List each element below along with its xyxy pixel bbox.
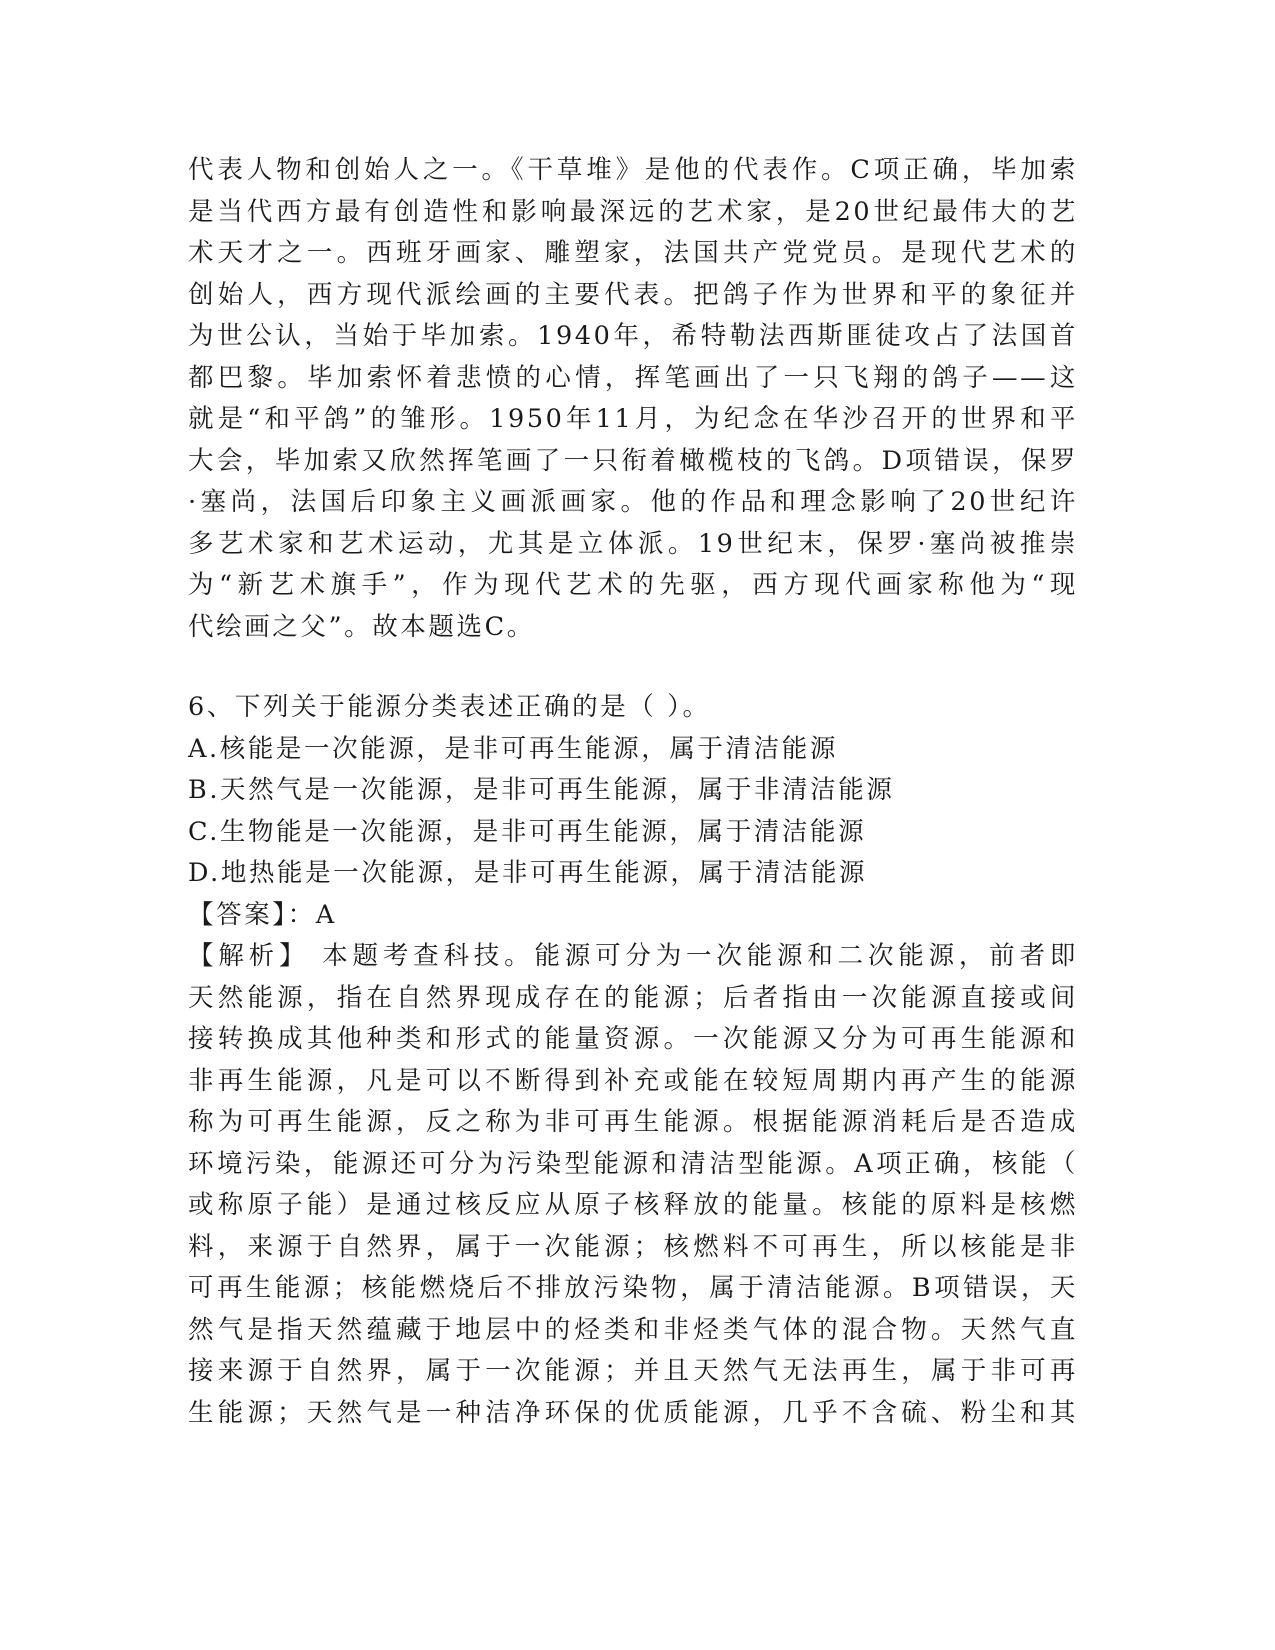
text-line: ·塞尚，法国后印象主义画派画家。他的作品和理念影响了20世纪许: [188, 487, 1078, 517]
text-line: 为世公认，当始于毕加索。1940年，希特勒法西斯匪徒攻占了法国首: [188, 321, 1078, 351]
explanation-line: 【解析】 本题考查科技。能源可分为一次能源和二次能源，前者即: [188, 941, 1078, 971]
text-line: 创始人，西方现代派绘画的主要代表。把鸽子作为世界和平的象征并: [188, 279, 1078, 310]
explanation-line: 接转换成其他种类和形式的能量资源。一次能源又分为可再生能源和: [188, 1024, 1078, 1054]
question-6: [188, 687, 1078, 1434]
text-line: 多艺术家和艺术运动，尤其是立体派。19世纪末，保罗·塞尚被推崇: [188, 528, 1078, 559]
text-line: 术天才之一。西班牙画家、雕塑家，法国共产党党员。是现代艺术的: [188, 238, 1078, 268]
explanation-line: 料，来源于自然界，属于一次能源；核燃料不可再生，所以核能是非: [188, 1231, 1078, 1262]
explanation-line: 或称原子能）是通过核反应从原子核释放的能量。核能的原料是核燃: [188, 1190, 1078, 1220]
text-line: 都巴黎。毕加索怀着悲愤的心情，挥笔画出了一只飞翔的鸽子——这: [188, 362, 1078, 393]
text-line: 大会，毕加索又欣然挥笔画了一只衔着橄榄枝的飞鸽。D项错误，保罗: [188, 445, 1078, 476]
explanation-line: 称为可再生能源，反之称为非可再生能源。根据能源消耗后是否造成: [188, 1107, 1078, 1137]
answer: 【答案】：A: [188, 899, 337, 930]
explanation-line: 天然能源，指在自然界现成存在的能源；后者指由一次能源直接或间: [188, 982, 1078, 1013]
explanation-line: 然气是指天然蕴藏于地层中的烃类和非烃类气体的混合物。天然气直: [188, 1314, 1078, 1345]
text-line: 为“新艺术旗手”，作为现代艺术的先驱，西方现代画家称他为“现: [188, 570, 1078, 600]
explanation-line: 可再生能源；核能燃烧后不排放污染物，属于清洁能源。B项错误，天: [188, 1273, 1078, 1303]
option-c: C.生物能是一次能源，是非可再生能源，属于清洁能源: [188, 816, 867, 847]
text-line: 代绘画之父”。故本题选C。: [188, 611, 535, 642]
explanation-line: 环境污染，能源还可分为污染型能源和清洁型能源。A项正确，核能（: [188, 1148, 1078, 1179]
explanation-line: 接来源于自然界，属于一次能源；并且天然气无法再生，属于非可再: [188, 1356, 1078, 1386]
explanation-line: 非再生能源，凡是可以不断得到补充或能在较短周期内再产生的能源: [188, 1065, 1078, 1096]
option-a: A.核能是一次能源，是非可再生能源，属于清洁能源: [188, 733, 838, 764]
text-line: 是当代西方最有创造性和影响最深远的艺术家，是20世纪最伟大的艺: [188, 196, 1078, 227]
text-line: 就是“和平鸽”的雏形。1950年11月，为纪念在华沙召开的世界和平: [188, 404, 1078, 434]
text-line: 代表人物和创始人之一。《干草堆》是他的代表作。C项正确，毕加索: [188, 155, 1078, 185]
option-b: B.天然气是一次能源，是非可再生能源，属于非清洁能源: [188, 775, 895, 805]
option-d: D.地热能是一次能源，是非可再生能源，属于清洁能源: [188, 858, 868, 888]
previous-explanation: [188, 150, 1078, 648]
explanation-line: 生能源；天然气是一种洁净环保的优质能源，几乎不含硫、粉尘和其: [188, 1397, 1078, 1428]
question-stem: 6、下列关于能源分类表述正确的是（ ）。: [188, 692, 711, 722]
